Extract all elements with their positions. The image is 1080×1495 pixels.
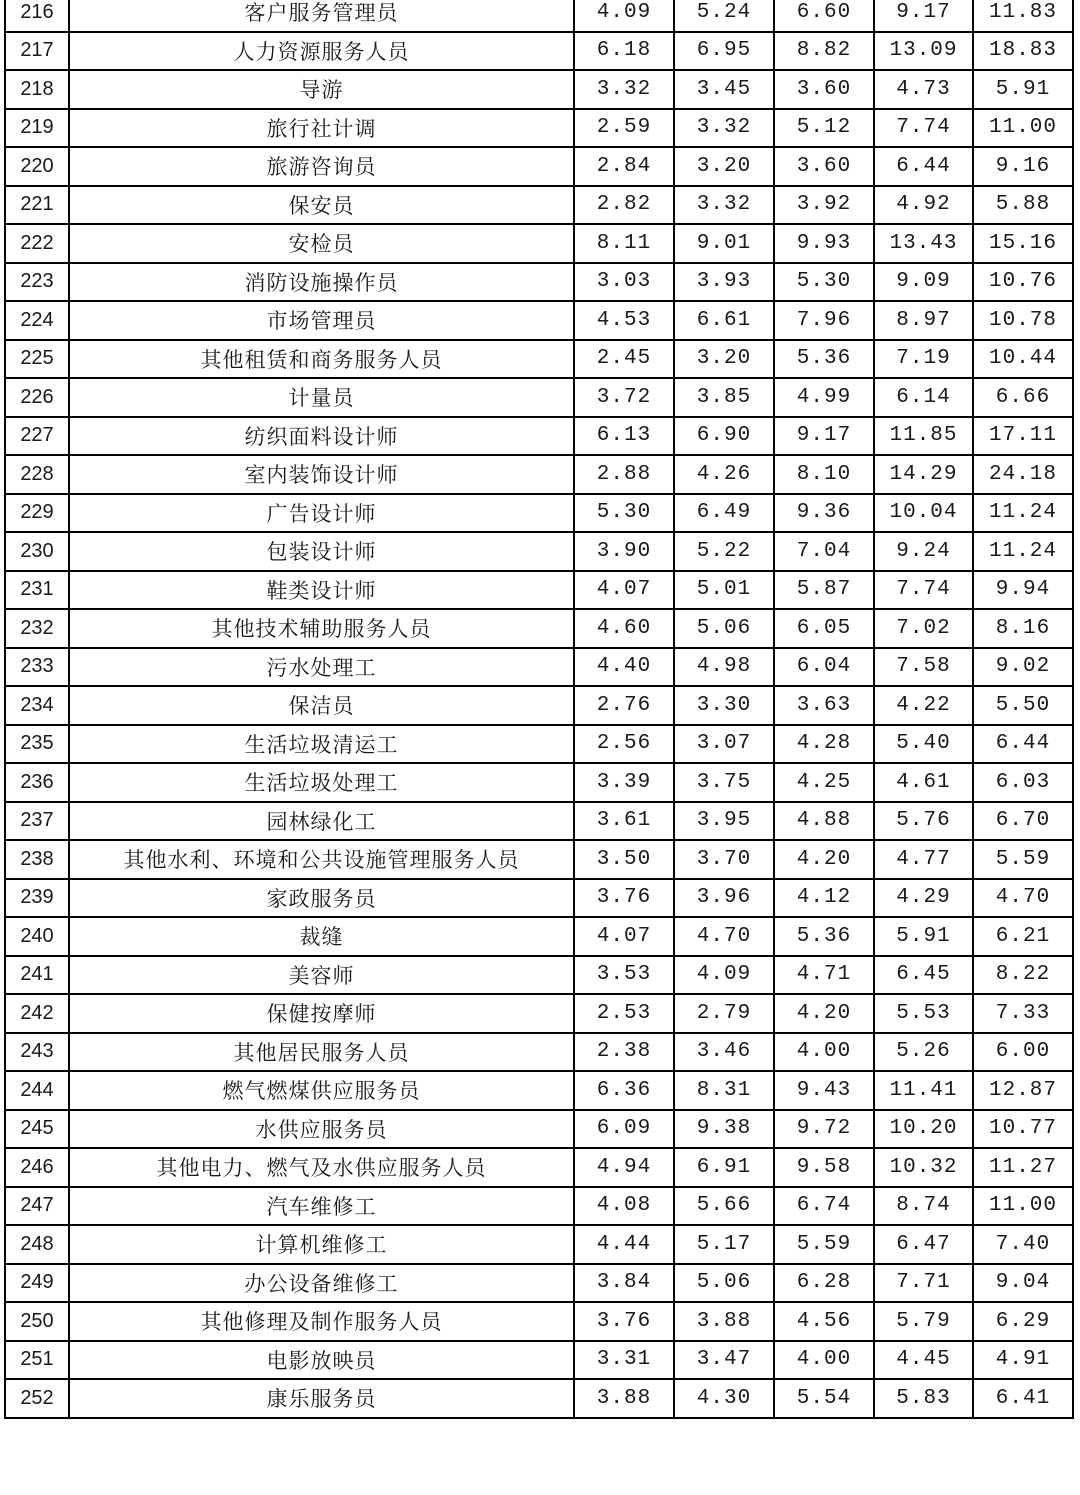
table-row (5, 1379, 1073, 1418)
value-cell: 9.94 (973, 571, 1073, 610)
value-cell: 10.77 (973, 1110, 1073, 1149)
value-cell: 2.53 (574, 994, 674, 1033)
table-row (5, 1148, 1073, 1187)
value-cell: 6.13 (574, 417, 674, 456)
value-cell: 9.72 (774, 1110, 874, 1149)
value-cell: 5.40 (874, 725, 973, 764)
value-cell: 7.33 (973, 994, 1073, 1033)
occupation-name: 消防设施操作员 (69, 263, 574, 302)
value-cell: 10.32 (874, 1148, 973, 1187)
row-number: 217 (5, 32, 69, 71)
occupation-name: 污水处理工 (69, 648, 574, 687)
value-cell: 3.85 (674, 378, 774, 417)
value-cell: 2.45 (574, 340, 674, 379)
value-cell: 3.95 (674, 802, 774, 841)
table-row (5, 32, 1073, 71)
row-number: 226 (5, 378, 69, 417)
value-cell: 14.29 (874, 455, 973, 494)
value-cell: 3.47 (674, 1341, 774, 1380)
value-cell: 5.36 (774, 340, 874, 379)
value-cell: 9.24 (874, 532, 973, 571)
value-cell: 2.56 (574, 725, 674, 764)
value-cell: 10.78 (973, 301, 1073, 340)
value-cell: 2.84 (574, 147, 674, 186)
row-number: 219 (5, 109, 69, 148)
value-cell: 6.09 (574, 1110, 674, 1149)
value-cell: 12.87 (973, 1071, 1073, 1110)
table-row (5, 1225, 1073, 1264)
value-cell: 4.94 (574, 1148, 674, 1187)
value-cell: 8.82 (774, 32, 874, 71)
value-cell: 6.36 (574, 1071, 674, 1110)
occupation-name: 安检员 (69, 224, 574, 263)
value-cell: 8.16 (973, 609, 1073, 648)
row-number: 246 (5, 1148, 69, 1187)
occupation-name: 汽车维修工 (69, 1187, 574, 1226)
row-number: 231 (5, 571, 69, 610)
row-number: 240 (5, 917, 69, 956)
value-cell: 3.32 (674, 186, 774, 225)
row-number: 251 (5, 1341, 69, 1380)
row-number: 221 (5, 186, 69, 225)
row-number: 234 (5, 686, 69, 725)
table-row (5, 1341, 1073, 1380)
value-cell: 3.20 (674, 147, 774, 186)
row-number: 248 (5, 1225, 69, 1264)
value-cell: 11.27 (973, 1148, 1073, 1187)
value-cell: 4.30 (674, 1379, 774, 1418)
value-cell: 6.70 (973, 802, 1073, 841)
occupation-name: 其他租赁和商务服务人员 (69, 340, 574, 379)
table-row (5, 1071, 1073, 1110)
row-number: 232 (5, 609, 69, 648)
table-row (5, 1110, 1073, 1149)
table-row (5, 147, 1073, 186)
value-cell: 4.53 (574, 301, 674, 340)
value-cell: 9.04 (973, 1264, 1073, 1303)
value-cell: 5.59 (774, 1225, 874, 1264)
value-cell: 3.60 (774, 70, 874, 109)
value-cell: 2.76 (574, 686, 674, 725)
row-number: 238 (5, 840, 69, 879)
value-cell: 4.07 (574, 917, 674, 956)
row-number: 239 (5, 879, 69, 918)
table-row (5, 301, 1073, 340)
value-cell: 5.91 (874, 917, 973, 956)
value-cell: 6.61 (674, 301, 774, 340)
table-row (5, 917, 1073, 956)
occupation-name: 保安员 (69, 186, 574, 225)
value-cell: 4.12 (774, 879, 874, 918)
table-row (5, 686, 1073, 725)
value-cell: 5.87 (774, 571, 874, 610)
value-cell: 4.70 (674, 917, 774, 956)
value-cell: 5.50 (973, 686, 1073, 725)
value-cell: 11.00 (973, 109, 1073, 148)
occupation-name: 其他电力、燃气及水供应服务人员 (69, 1148, 574, 1187)
occupation-name: 裁缝 (69, 917, 574, 956)
value-cell: 4.70 (973, 879, 1073, 918)
value-cell: 7.71 (874, 1264, 973, 1303)
value-cell: 4.56 (774, 1302, 874, 1341)
value-cell: 11.41 (874, 1071, 973, 1110)
value-cell: 9.17 (874, 0, 973, 32)
occupation-name: 保健按摩师 (69, 994, 574, 1033)
value-cell: 9.16 (973, 147, 1073, 186)
value-cell: 6.47 (874, 1225, 973, 1264)
value-cell: 11.24 (973, 532, 1073, 571)
value-cell: 17.11 (973, 417, 1073, 456)
value-cell: 4.77 (874, 840, 973, 879)
value-cell: 11.83 (973, 0, 1073, 32)
value-cell: 3.93 (674, 263, 774, 302)
value-cell: 6.03 (973, 763, 1073, 802)
row-number: 243 (5, 1033, 69, 1072)
occupation-name: 旅行社计调 (69, 109, 574, 148)
value-cell: 3.50 (574, 840, 674, 879)
value-cell: 13.09 (874, 32, 973, 71)
value-cell: 5.91 (973, 70, 1073, 109)
value-cell: 3.72 (574, 378, 674, 417)
value-cell: 3.39 (574, 763, 674, 802)
value-cell: 5.06 (674, 1264, 774, 1303)
occupation-name: 广告设计师 (69, 494, 574, 533)
table-row (5, 763, 1073, 802)
occupation-name: 其他水利、环境和公共设施管理服务人员 (69, 840, 574, 879)
row-number: 229 (5, 494, 69, 533)
value-cell: 7.04 (774, 532, 874, 571)
value-cell: 3.46 (674, 1033, 774, 1072)
value-cell: 3.31 (574, 1341, 674, 1380)
value-cell: 7.19 (874, 340, 973, 379)
value-cell: 6.90 (674, 417, 774, 456)
value-cell: 5.17 (674, 1225, 774, 1264)
value-cell: 6.18 (574, 32, 674, 71)
value-cell: 2.59 (574, 109, 674, 148)
value-cell: 7.40 (973, 1225, 1073, 1264)
value-cell: 5.30 (774, 263, 874, 302)
value-cell: 5.01 (674, 571, 774, 610)
value-cell: 4.29 (874, 879, 973, 918)
value-cell: 7.74 (874, 109, 973, 148)
occupation-name: 纺织面料设计师 (69, 417, 574, 456)
table-body (5, 0, 1073, 1418)
occupation-name: 保洁员 (69, 686, 574, 725)
occupation-name: 水供应服务员 (69, 1110, 574, 1149)
value-cell: 4.40 (574, 648, 674, 687)
value-cell: 5.12 (774, 109, 874, 148)
value-cell: 4.73 (874, 70, 973, 109)
table-row (5, 109, 1073, 148)
value-cell: 6.44 (973, 725, 1073, 764)
value-cell: 3.88 (574, 1379, 674, 1418)
row-number: 244 (5, 1071, 69, 1110)
value-cell: 6.66 (973, 378, 1073, 417)
value-cell: 7.58 (874, 648, 973, 687)
value-cell: 3.03 (574, 263, 674, 302)
value-cell: 4.98 (674, 648, 774, 687)
occupation-name: 生活垃圾处理工 (69, 763, 574, 802)
value-cell: 6.60 (774, 0, 874, 32)
row-number: 249 (5, 1264, 69, 1303)
value-cell: 9.58 (774, 1148, 874, 1187)
row-number: 230 (5, 532, 69, 571)
value-cell: 6.91 (674, 1148, 774, 1187)
value-cell: 3.07 (674, 725, 774, 764)
value-cell: 4.09 (574, 0, 674, 32)
row-number: 252 (5, 1379, 69, 1418)
value-cell: 3.20 (674, 340, 774, 379)
value-cell: 7.02 (874, 609, 973, 648)
table-row (5, 994, 1073, 1033)
occupation-name: 旅游咨询员 (69, 147, 574, 186)
value-cell: 6.41 (973, 1379, 1073, 1418)
value-cell: 4.20 (774, 840, 874, 879)
value-cell: 3.45 (674, 70, 774, 109)
value-cell: 6.14 (874, 378, 973, 417)
row-number: 247 (5, 1187, 69, 1226)
value-cell: 3.60 (774, 147, 874, 186)
value-cell: 3.30 (674, 686, 774, 725)
table-row (5, 186, 1073, 225)
table-row (5, 802, 1073, 841)
row-number: 225 (5, 340, 69, 379)
value-cell: 4.99 (774, 378, 874, 417)
table-row (5, 1033, 1073, 1072)
occupation-name: 人力资源服务人员 (69, 32, 574, 71)
value-cell: 4.00 (774, 1341, 874, 1380)
value-cell: 6.95 (674, 32, 774, 71)
row-number: 216 (5, 0, 69, 32)
table-row (5, 1302, 1073, 1341)
value-cell: 3.76 (574, 1302, 674, 1341)
table-row (5, 417, 1073, 456)
value-cell: 5.76 (874, 802, 973, 841)
occupation-name: 客户服务管理员 (69, 0, 574, 32)
occupation-name: 园林绿化工 (69, 802, 574, 841)
value-cell: 3.61 (574, 802, 674, 841)
value-cell: 5.24 (674, 0, 774, 32)
value-cell: 9.17 (774, 417, 874, 456)
value-cell: 4.07 (574, 571, 674, 610)
value-cell: 6.00 (973, 1033, 1073, 1072)
table-row (5, 70, 1073, 109)
value-cell: 4.00 (774, 1033, 874, 1072)
value-cell: 6.29 (973, 1302, 1073, 1341)
value-cell: 3.96 (674, 879, 774, 918)
occupation-name: 燃气燃煤供应服务员 (69, 1071, 574, 1110)
value-cell: 6.45 (874, 956, 973, 995)
value-cell: 5.22 (674, 532, 774, 571)
value-cell: 3.90 (574, 532, 674, 571)
occupation-name: 其他修理及制作服务人员 (69, 1302, 574, 1341)
value-cell: 5.83 (874, 1379, 973, 1418)
table-row (5, 263, 1073, 302)
value-cell: 4.92 (874, 186, 973, 225)
value-cell: 2.88 (574, 455, 674, 494)
value-cell: 24.18 (973, 455, 1073, 494)
row-number: 220 (5, 147, 69, 186)
value-cell: 6.74 (774, 1187, 874, 1226)
value-cell: 5.54 (774, 1379, 874, 1418)
row-number: 250 (5, 1302, 69, 1341)
value-cell: 5.30 (574, 494, 674, 533)
table-row (5, 725, 1073, 764)
table-row (5, 648, 1073, 687)
row-number: 222 (5, 224, 69, 263)
value-cell: 5.53 (874, 994, 973, 1033)
value-cell: 3.70 (674, 840, 774, 879)
table-row (5, 571, 1073, 610)
value-cell: 4.91 (973, 1341, 1073, 1380)
occupation-name: 计算机维修工 (69, 1225, 574, 1264)
row-number: 241 (5, 956, 69, 995)
row-number: 224 (5, 301, 69, 340)
value-cell: 2.82 (574, 186, 674, 225)
occupation-name: 室内装饰设计师 (69, 455, 574, 494)
value-cell: 3.32 (674, 109, 774, 148)
value-cell: 3.32 (574, 70, 674, 109)
value-cell: 8.74 (874, 1187, 973, 1226)
occupation-name: 鞋类设计师 (69, 571, 574, 610)
occupation-name: 包装设计师 (69, 532, 574, 571)
occupation-name: 康乐服务员 (69, 1379, 574, 1418)
value-cell: 4.09 (674, 956, 774, 995)
table-row (5, 609, 1073, 648)
value-cell: 4.45 (874, 1341, 973, 1380)
value-cell: 4.28 (774, 725, 874, 764)
value-cell: 13.43 (874, 224, 973, 263)
value-cell: 6.04 (774, 648, 874, 687)
value-cell: 6.28 (774, 1264, 874, 1303)
value-cell: 10.44 (973, 340, 1073, 379)
value-cell: 8.22 (973, 956, 1073, 995)
value-cell: 10.76 (973, 263, 1073, 302)
value-cell: 4.61 (874, 763, 973, 802)
value-cell: 6.05 (774, 609, 874, 648)
value-cell: 8.31 (674, 1071, 774, 1110)
value-cell: 4.22 (874, 686, 973, 725)
value-cell: 2.38 (574, 1033, 674, 1072)
value-cell: 5.88 (973, 186, 1073, 225)
value-cell: 2.79 (674, 994, 774, 1033)
table-row (5, 956, 1073, 995)
value-cell: 4.88 (774, 802, 874, 841)
value-cell: 9.93 (774, 224, 874, 263)
row-number: 236 (5, 763, 69, 802)
table-row (5, 840, 1073, 879)
value-cell: 3.76 (574, 879, 674, 918)
value-cell: 9.38 (674, 1110, 774, 1149)
row-number: 228 (5, 455, 69, 494)
value-cell: 3.53 (574, 956, 674, 995)
value-cell: 9.01 (674, 224, 774, 263)
occupation-name: 生活垃圾清运工 (69, 725, 574, 764)
table-row (5, 1187, 1073, 1226)
occupation-name: 电影放映员 (69, 1341, 574, 1380)
wage-table (4, 0, 1074, 1419)
value-cell: 9.36 (774, 494, 874, 533)
table-row (5, 340, 1073, 379)
table-row (5, 494, 1073, 533)
value-cell: 5.59 (973, 840, 1073, 879)
table-row (5, 879, 1073, 918)
value-cell: 5.36 (774, 917, 874, 956)
row-number: 235 (5, 725, 69, 764)
value-cell: 4.71 (774, 956, 874, 995)
value-cell: 6.44 (874, 147, 973, 186)
value-cell: 3.88 (674, 1302, 774, 1341)
occupation-name: 市场管理员 (69, 301, 574, 340)
row-number: 223 (5, 263, 69, 302)
occupation-name: 家政服务员 (69, 879, 574, 918)
value-cell: 7.74 (874, 571, 973, 610)
value-cell: 5.79 (874, 1302, 973, 1341)
table-row (5, 1264, 1073, 1303)
value-cell: 4.08 (574, 1187, 674, 1226)
occupation-name: 办公设备维修工 (69, 1264, 574, 1303)
row-number: 245 (5, 1110, 69, 1149)
value-cell: 3.63 (774, 686, 874, 725)
value-cell: 8.10 (774, 455, 874, 494)
value-cell: 3.92 (774, 186, 874, 225)
value-cell: 18.83 (973, 32, 1073, 71)
value-cell: 4.26 (674, 455, 774, 494)
value-cell: 10.20 (874, 1110, 973, 1149)
value-cell: 7.96 (774, 301, 874, 340)
value-cell: 4.20 (774, 994, 874, 1033)
value-cell: 4.60 (574, 609, 674, 648)
table-row (5, 532, 1073, 571)
table-row (5, 455, 1073, 494)
value-cell: 3.84 (574, 1264, 674, 1303)
value-cell: 8.11 (574, 224, 674, 263)
value-cell: 5.66 (674, 1187, 774, 1226)
value-cell: 6.49 (674, 494, 774, 533)
value-cell: 11.85 (874, 417, 973, 456)
value-cell: 3.75 (674, 763, 774, 802)
occupation-name: 导游 (69, 70, 574, 109)
table-row (5, 224, 1073, 263)
value-cell: 9.09 (874, 263, 973, 302)
value-cell: 10.04 (874, 494, 973, 533)
value-cell: 6.21 (973, 917, 1073, 956)
row-number: 218 (5, 70, 69, 109)
value-cell: 4.25 (774, 763, 874, 802)
value-cell: 4.44 (574, 1225, 674, 1264)
table-row (5, 0, 1073, 32)
value-cell: 5.06 (674, 609, 774, 648)
occupation-name: 计量员 (69, 378, 574, 417)
row-number: 237 (5, 802, 69, 841)
value-cell: 8.97 (874, 301, 973, 340)
occupation-name: 美容师 (69, 956, 574, 995)
value-cell: 5.26 (874, 1033, 973, 1072)
row-number: 242 (5, 994, 69, 1033)
value-cell: 9.43 (774, 1071, 874, 1110)
row-number: 233 (5, 648, 69, 687)
row-number: 227 (5, 417, 69, 456)
occupation-name: 其他居民服务人员 (69, 1033, 574, 1072)
value-cell: 11.00 (973, 1187, 1073, 1226)
table-row (5, 378, 1073, 417)
value-cell: 15.16 (973, 224, 1073, 263)
value-cell: 11.24 (973, 494, 1073, 533)
occupation-name: 其他技术辅助服务人员 (69, 609, 574, 648)
value-cell: 9.02 (973, 648, 1073, 687)
